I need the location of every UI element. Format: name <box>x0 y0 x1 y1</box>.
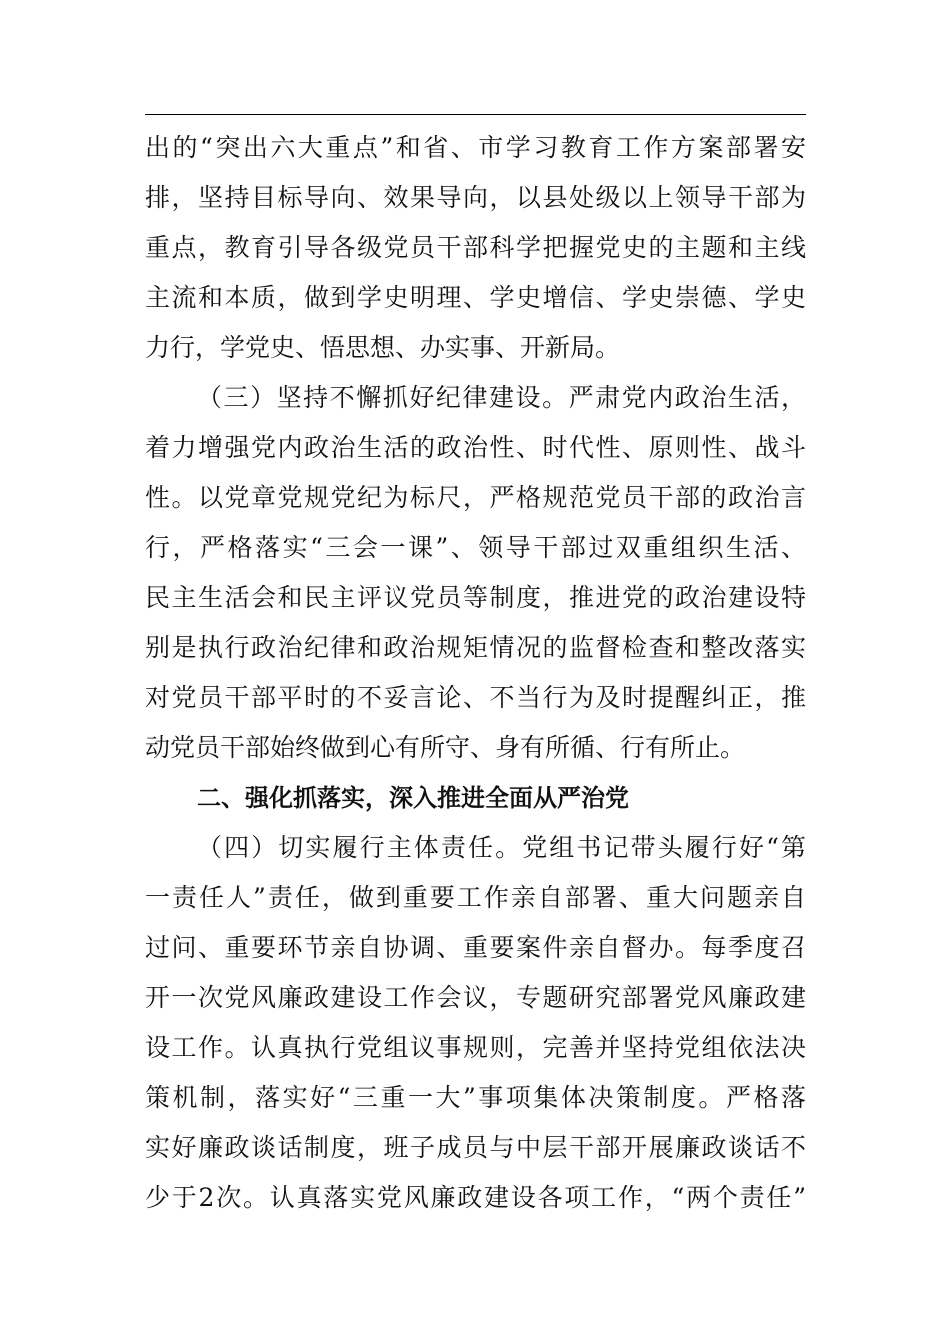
body-line: 一责任人”责任，做到重要工作亲自部署、重大问题亲自 <box>145 883 806 912</box>
body-line: 过问、重要环节亲自协调、重要案件亲自督办。每季度召 <box>145 933 806 962</box>
body-line: 排，坚持目标导向、效果导向，以县处级以上领导干部为 <box>145 183 806 212</box>
body-line: 民主生活会和民主评议党员等制度，推进党的政治建设特 <box>145 583 806 612</box>
body-line: 力行，学党史、悟思想、办实事、开新局。 <box>145 333 621 362</box>
body-line: 出的“突出六大重点”和省、市学习教育工作方案部署安 <box>145 133 806 162</box>
body-line: 策机制，落实好“三重一大”事项集体决策制度。严格落 <box>145 1083 806 1112</box>
body-line: 主流和本质，做到学史明理、学史增信、学史崇德、学史 <box>145 283 806 312</box>
body-line: 实好廉政谈话制度，班子成员与中层干部开展廉政谈话不 <box>145 1133 806 1162</box>
body-line: 行，严格落实“三会一课”、领导干部过双重组织生活、 <box>145 533 806 562</box>
body-line: 对党员干部平时的不妥言论、不当行为及时提醒纠正，推 <box>145 683 806 712</box>
body-line: 性。以党章党规党纪为标尺，严格规范党员干部的政治言 <box>145 483 806 512</box>
body-line: 重点，教育引导各级党员干部科学把握党史的主题和主线 <box>145 233 806 262</box>
body-line: 动党员干部始终做到心有所守、身有所循、行有所止。 <box>145 733 746 762</box>
body-line: 着力增强党内政治生活的政治性、时代性、原则性、战斗 <box>145 433 806 462</box>
body-line: 开一次党风廉政建设工作会议，专题研究部署党风廉政建 <box>145 983 806 1012</box>
body-line: （四）切实履行主体责任。党组书记带头履行好“第 <box>197 833 806 862</box>
section-heading: 二、强化抓落实，深入推进全面从严治党 <box>197 784 629 812</box>
body-line: （三）坚持不懈抓好纪律建设。严肃党内政治生活， <box>197 383 806 412</box>
body-line: 少于2次。认真落实党风廉政建设各项工作，“两个责任” <box>145 1183 806 1212</box>
body-line: 设工作。认真执行党组议事规则，完善并坚持党组依法决 <box>145 1033 806 1062</box>
header-rule <box>145 114 806 115</box>
body-line: 别是执行政治纪律和政治规矩情况的监督检查和整改落实 <box>145 633 806 662</box>
